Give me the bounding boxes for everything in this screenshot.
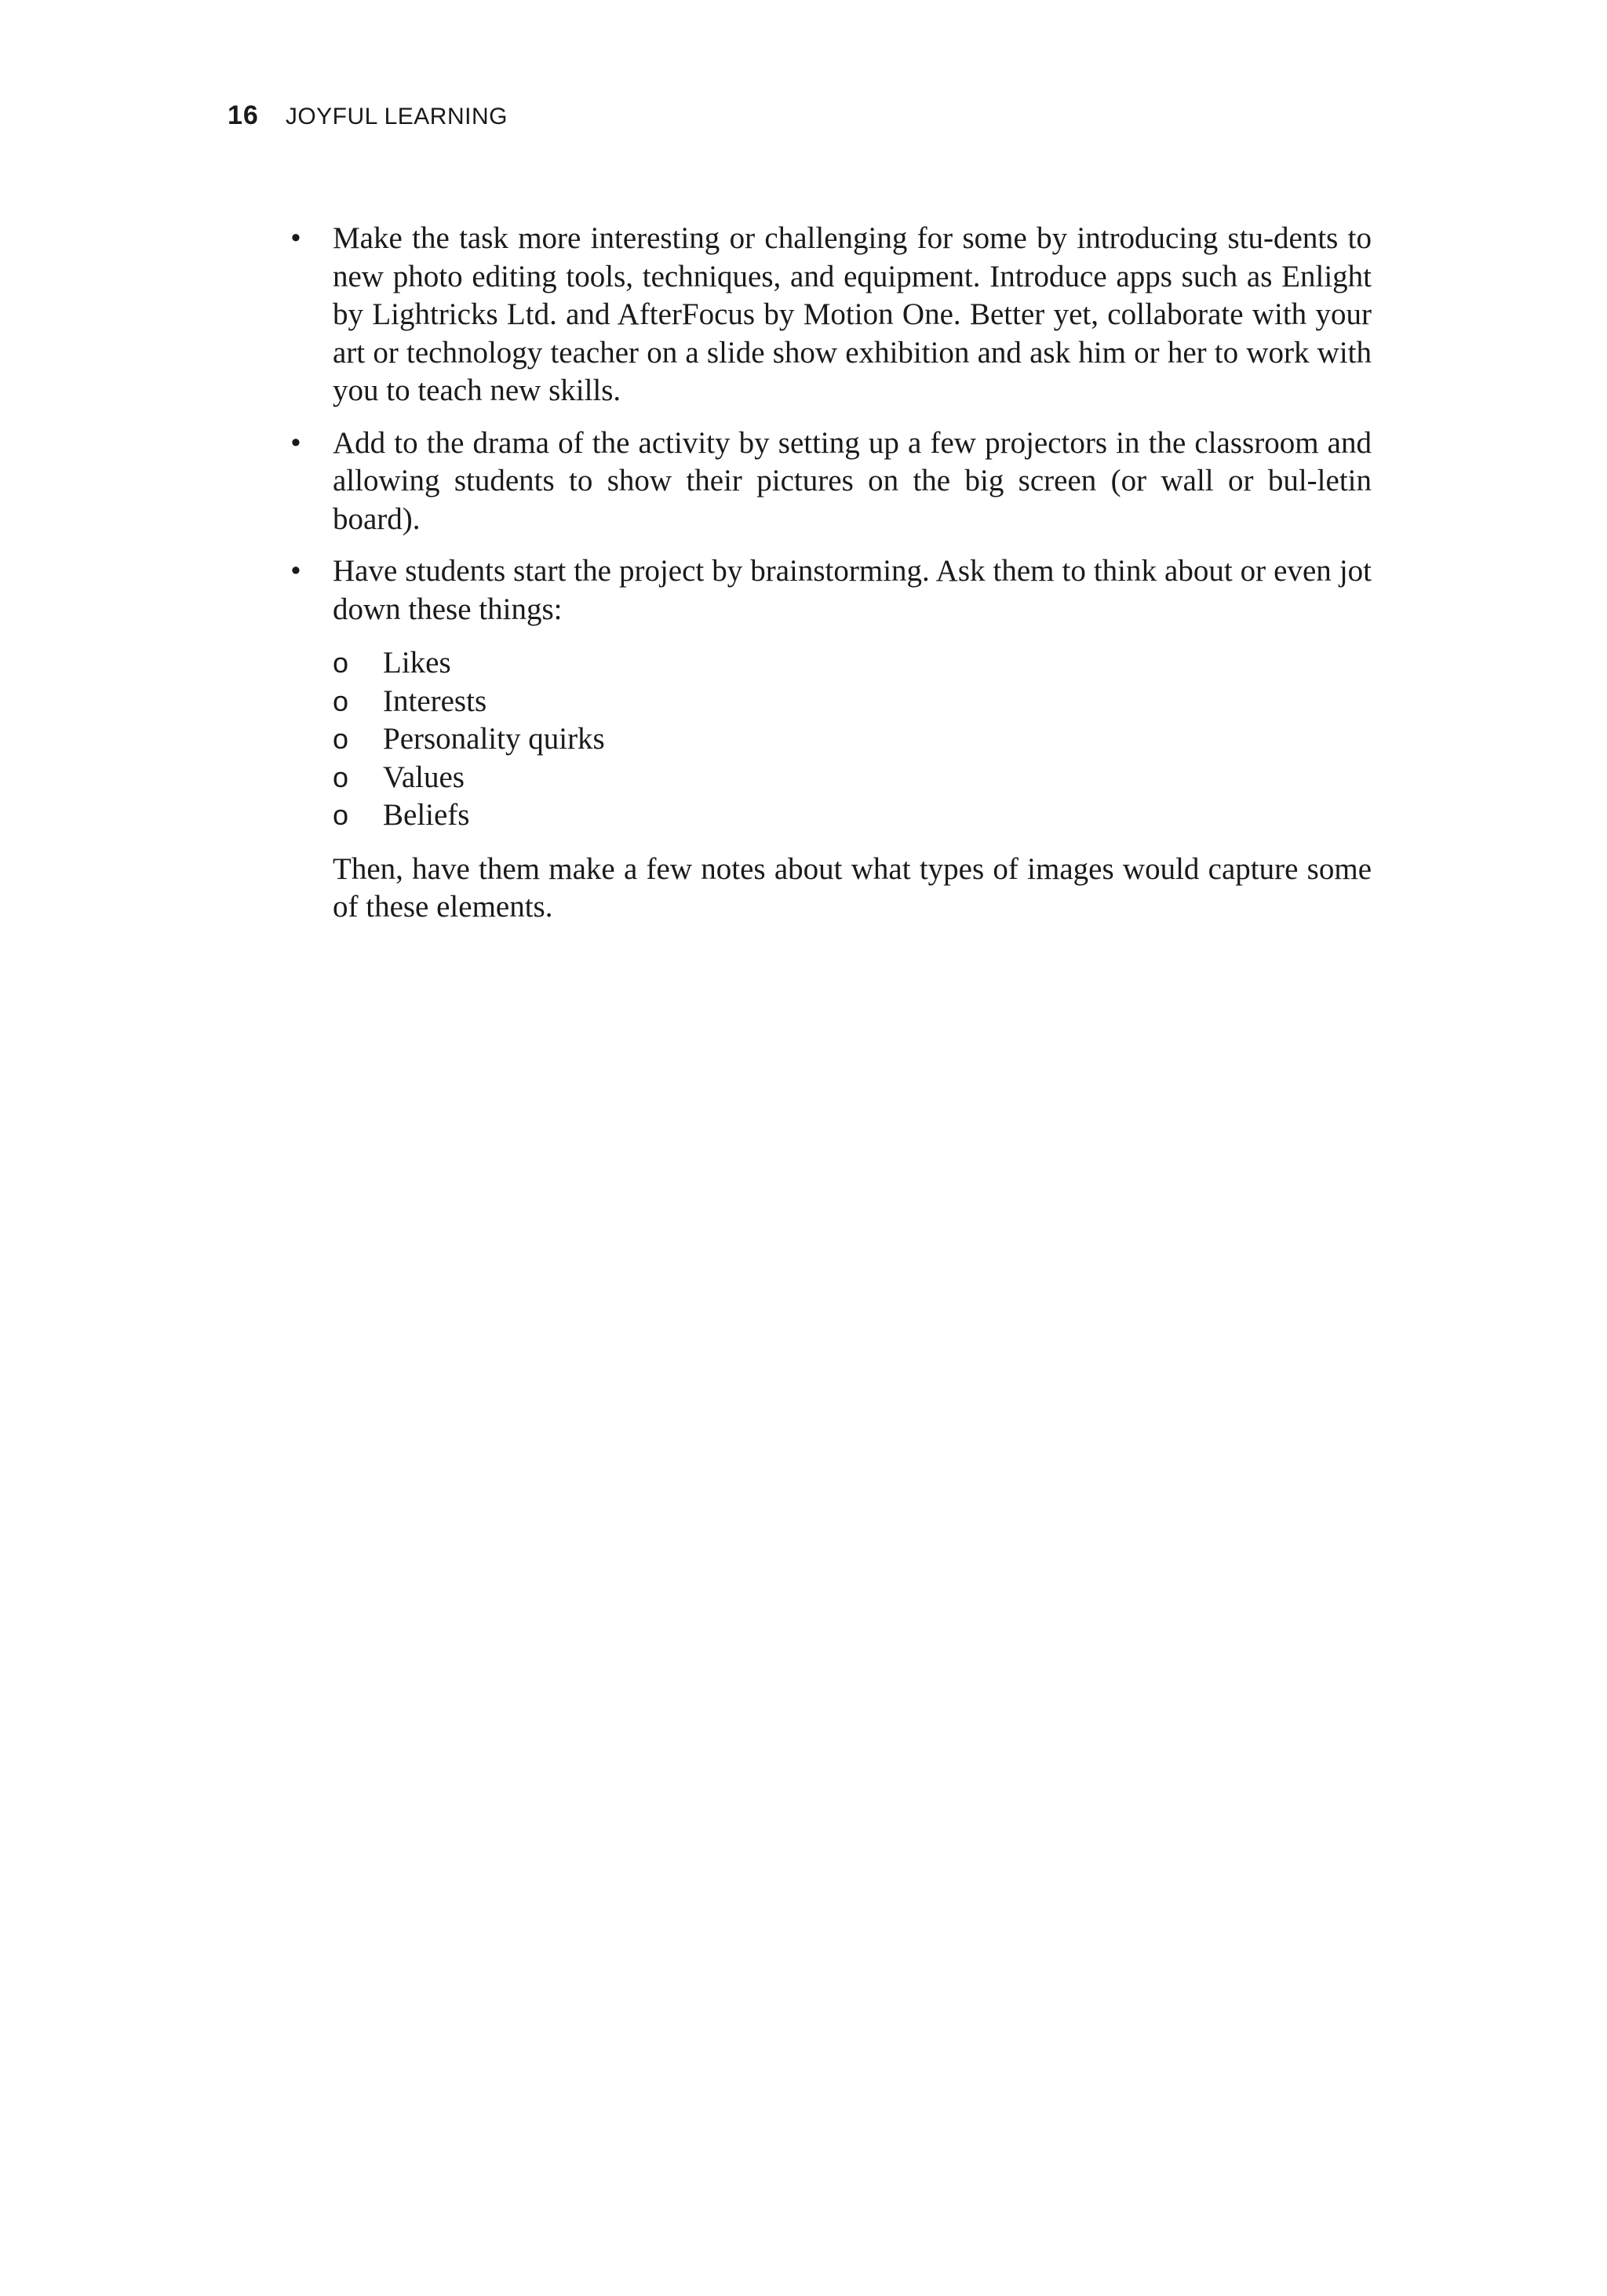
- sub-list-label: Likes: [383, 646, 451, 680]
- sub-list: [333, 644, 1372, 835]
- sub-list-item: [333, 759, 1372, 797]
- sub-list-item: [333, 644, 1372, 683]
- bullet-marker: •: [290, 221, 301, 255]
- sub-list-label: Interests: [383, 683, 487, 718]
- bullet-text: Add to the drama of the activity by setting up a few projectors in the classroom and allowing students to show their pictures on the big screen (or wall or bul-letin board).: [333, 425, 1372, 536]
- bullet-item: [281, 552, 1372, 927]
- sub-list-label: Values: [383, 760, 465, 794]
- page-number: 16: [228, 100, 259, 130]
- sub-list-item: [333, 683, 1372, 721]
- body-text: [281, 220, 1372, 941]
- sub-list-item: [333, 796, 1372, 835]
- sub-list-marker: o: [333, 684, 349, 717]
- sub-list-item: [333, 720, 1372, 759]
- sub-list-marker: o: [333, 723, 349, 755]
- sub-list-marker: o: [333, 647, 349, 679]
- bullet-marker: •: [290, 554, 301, 588]
- bullet-text: Make the task more interesting or challenging for some by introducing stu-dents to new photo editing tools, techniques, and equipment. Introduce apps such as Enlight by Lightricks Ltd. and AfterFocus by Motion One. Better yet, collaborate with your art or technology teacher on a slide show exhibition and ask him or her to work with you to teach new skills.: [333, 221, 1372, 407]
- bullet-text: Have students start the project by brainstorming. Ask them to think about or even jot down these things:: [333, 554, 1372, 626]
- sub-list-marker: o: [333, 760, 349, 793]
- bullet-item: [281, 425, 1372, 539]
- closing-paragraph: Then, have them make a few notes about what types of images would capture some of these elements.: [333, 851, 1372, 924]
- sub-list-label: Beliefs: [383, 798, 470, 832]
- running-head: [228, 100, 508, 131]
- bullet-item: [281, 220, 1372, 410]
- sub-list-label: Personality quirks: [383, 722, 605, 756]
- book-title: JOYFUL LEARNING: [285, 104, 508, 129]
- sub-list-marker: o: [333, 799, 349, 831]
- bullet-marker: •: [290, 425, 301, 460]
